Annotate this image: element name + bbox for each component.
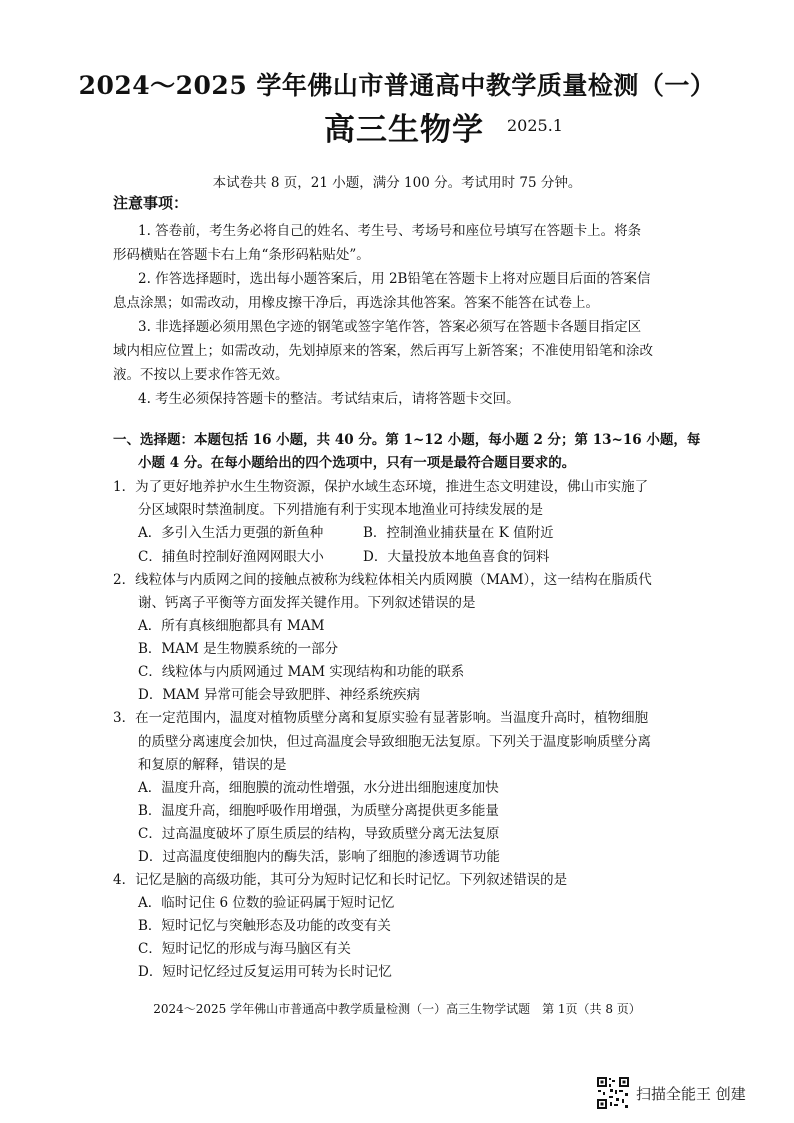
notice-line: 息点涂黑；如需改动，用橡皮擦干净后，再选涂其他答案。答案不能答在试卷上。 (113, 295, 599, 311)
question-stem: 和复原的解释，错误的是 (138, 757, 287, 773)
option-d: D．大量投放本地鱼喜食的饲料 (363, 549, 550, 565)
exam-title: 2024～2025 学年佛山市普通高中教学质量检测（一） (78, 71, 716, 100)
option-a: A．多引入生活力更强的新鱼种 (138, 525, 324, 541)
qr-code-icon (596, 1076, 630, 1110)
option-c: C．短时记忆的形成与海马脑区有关 (138, 941, 351, 957)
question-stem: 分区域限时禁渔制度。下列措施有利于实现本地渔业可持续发展的是 (138, 502, 543, 518)
option-a: A．温度升高，细胞膜的流动性增强，水分进出细胞速度加快 (138, 780, 499, 796)
option-d: D．短时记忆经过反复运用可转为长时记忆 (138, 964, 392, 980)
notice-heading: 注意事项： (113, 194, 189, 212)
section-heading: 一、选择题：本题包括 16 小题，共 40 分。第 1~12 小题，每小题 2 分；第 13~16 小题，每 (113, 432, 701, 448)
subject-title: 高三生物学 (324, 112, 484, 148)
question-stem: 3．在一定范围内，温度对植物质壁分离和复原实验有显著影响。当温度升高时，植物细胞 (113, 710, 649, 726)
exam-date: 2025.1 (507, 116, 563, 135)
scanner-app-label: 扫描全能王 创建 (636, 1084, 746, 1103)
notice-line: 液。不按以上要求作答无效。 (113, 367, 289, 383)
option-c: C．捕鱼时控制好渔网网眼大小 (138, 549, 324, 565)
option-b: B．温度升高，细胞呼吸作用增强，为质壁分离提供更多能量 (138, 803, 499, 819)
notice-line: 4. 考生必须保持答题卡的整洁。考试结束后，请将答题卡交回。 (138, 391, 520, 407)
notice-line: 3. 非选择题必须用黑色字迹的钢笔或签字笔作答，答案必须写在答题卡各题目指定区 (138, 319, 642, 335)
option-a: A．临时记住 6 位数的验证码属于短时记忆 (138, 895, 395, 911)
notice-line: 域内相应位置上；如需改动，先划掉原来的答案，然后再写上新答案；不准使用铅笔和涂改 (113, 343, 653, 359)
option-c: C．过高温度破坏了原生质层的结构，导致质壁分离无法复原 (138, 826, 500, 842)
option-d: D．过高温度使细胞内的酶失活，影响了细胞的渗透调节功能 (138, 849, 500, 865)
question-stem: 2．线粒体与内质网之间的接触点被称为线粒体相关内质网膜（MAM），这一结构在脂质代 (113, 572, 652, 588)
question-stem: 谢、钙离子平衡等方面发挥关键作用。下列叙述错误的是 (138, 595, 476, 611)
notice-line: 形码横贴在答题卡右上角“条形码粘贴处”。 (113, 247, 370, 263)
option-a: A．所有真核细胞都具有 MAM (138, 618, 325, 634)
option-c: C．线粒体与内质网通过 MAM 实现结构和功能的联系 (138, 664, 465, 680)
question-stem: 4．记忆是脑的高级功能，其可分为短时记忆和长时记忆。下列叙述错误的是 (113, 872, 568, 888)
option-b: B．控制渔业捕获量在 K 值附近 (363, 525, 554, 541)
notice-line: 1. 答卷前，考生务必将自己的姓名、考生号、考场号和座位号填写在答题卡上。将条 (138, 223, 642, 239)
option-d: D．MAM 异常可能会导致肥胖、神经系统疾病 (138, 687, 421, 703)
question-stem: 的质壁分离速度会加快，但过高温度会导致细胞无法复原。下列关于温度影响质壁分离 (138, 734, 651, 750)
option-b: B．短时记忆与突触形态及功能的改变有关 (138, 918, 391, 934)
option-b: B．MAM 是生物膜系统的一部分 (138, 641, 339, 657)
exam-intro: 本试卷共 8 页，21 小题，满分 100 分。考试用时 75 分钟。 (212, 175, 582, 191)
notice-line: 2. 作答选择题时，选出每小题答案后，用 2B铅笔在答题卡上将对应题目后面的答案信 (138, 271, 651, 287)
question-stem: 1．为了更好地养护水生生物资源，保护水域生态环境，推进生态文明建设，佛山市实施了 (113, 479, 649, 495)
section-heading: 小题 4 分。在每小题给出的四个选项中，只有一项是最符合题目要求的。 (138, 455, 576, 471)
page-footer: 2024～2025 学年佛山市普通高中教学质量检测（一）高三生物学试题 第 1页（共 8 页） (153, 1002, 641, 1016)
scanner-watermark (596, 1076, 746, 1110)
